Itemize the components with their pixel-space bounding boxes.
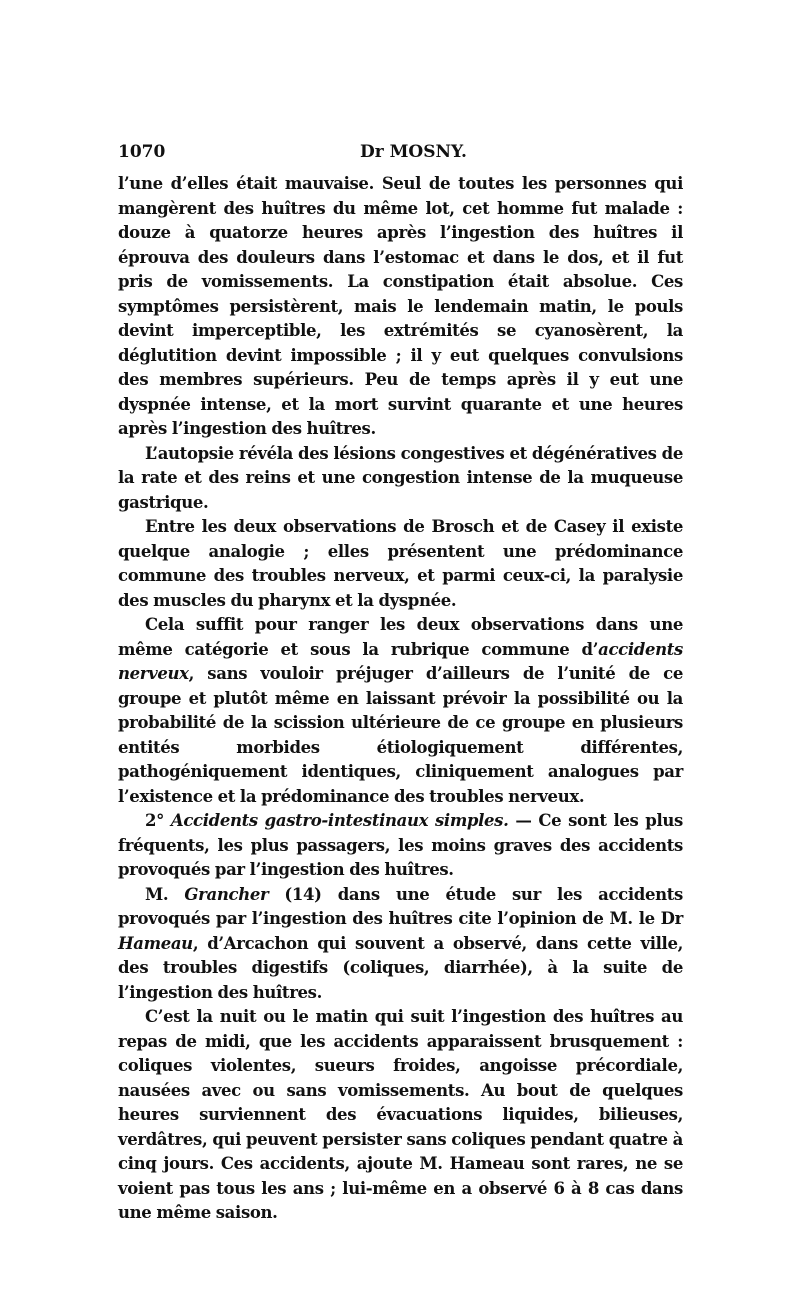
text-run: — Ce sont les plus fréquents, les plus passagers, les moins graves des accidents provoqués par l’ingestion des huîtres. (118, 811, 683, 879)
paragraph-case-continuation: l’une d’elles était mauvaise. Seul de toutes les personnes qui mangèrent des huîtres du même lot, cet homme fut malade : douze à quatorze heures après l’ingestion des huîtres il éprouva des douleurs dans l’estomac et dans le dos, et il fut pris de vomissements. La constipation était absolue. Ces symptômes persistèrent, mais le lendemain matin, le pouls devint imperceptible, les extrémités se cyanosèrent, la déglutition devint impossible ; il y eut quelques convulsions des membres supérieurs. Peu de temps après il y eut une dyspnée intense, et la mort survint quarante et une heures après l’ingestion des huîtres. (118, 174, 683, 438)
text-run: M. (145, 884, 185, 904)
author-name-grancher: Grancher (184, 884, 269, 904)
paragraph-autopsy: L’autopsie révéla des lésions congestives et dégénératives de la rate et des reins et une congestion intense de la muqueuse gastrique. (118, 443, 683, 512)
page-number: 1070 (118, 142, 166, 162)
paragraph-symptoms: C’est la nuit ou le matin qui suit l’ingestion des huîtres au repas de midi, que les accidents apparaissent brusquement : coliques violentes, sueurs froides, angoisse précordiale, nausées avec ou sans vomissements. Au bout de quelques heures surviennent des évacuations liquides, bilieuses, verdâtres, qui peuvent persister sans coliques pendant quatre à cinq jours. Ces accidents, ajoute M. Hameau sont rares, ne se voient pas tous les ans ; lui-même en a observé 6 à 8 cas dans une même saison. (118, 1007, 683, 1222)
paragraph-gastro-heading (118, 809, 683, 883)
author-name-hameau: Hameau (118, 933, 193, 953)
emphasis-nervous-accidents: accidents nerveux (118, 639, 683, 683)
paragraph-grancher (118, 883, 683, 1006)
section-heading: Accidents gastro-intestinaux simples. (170, 811, 509, 830)
paragraph-nervous-accidents (118, 613, 683, 809)
running-title-author: Dr MOSNY. (360, 142, 467, 162)
text-run: (14) dans une étude sur les accidents provoqués par l’ingestion des huîtres cite l’opinion de M. le Dr (118, 884, 683, 928)
text-run: , sans vouloir préjuger d’ailleurs de l’unité de ce groupe et plutôt même en laissant prévoir la possibilité ou la probabilité de la scission ultérieure de ce groupe en plusieurs entités morbides étiologiquement différentes, pathogéniquement identiques, cliniquement analogues par l’existence et la prédominance des troubles nerveux. (118, 664, 683, 806)
text-run: , d’Arcachon qui souvent a observé, dans cette ville, des troubles digestifs (coliques, diarrhée), à la suite de l’ingestion des huîtres. (118, 933, 683, 1002)
paragraph-comparison: Entre les deux observations de Brosch et de Casey il existe quelque analogie ; elles présentent une prédominance commune des troubles nerveux, et parmi ceux-ci, la paralysie des muscles du pharynx et la dyspnée. (118, 517, 683, 610)
body-text (118, 172, 683, 1226)
text-run: Cela suffit pour ranger les deux observations dans une même catégorie et sous la rubrique commune d’ (118, 615, 683, 659)
running-header (118, 142, 683, 172)
section-number: 2° (145, 811, 165, 830)
